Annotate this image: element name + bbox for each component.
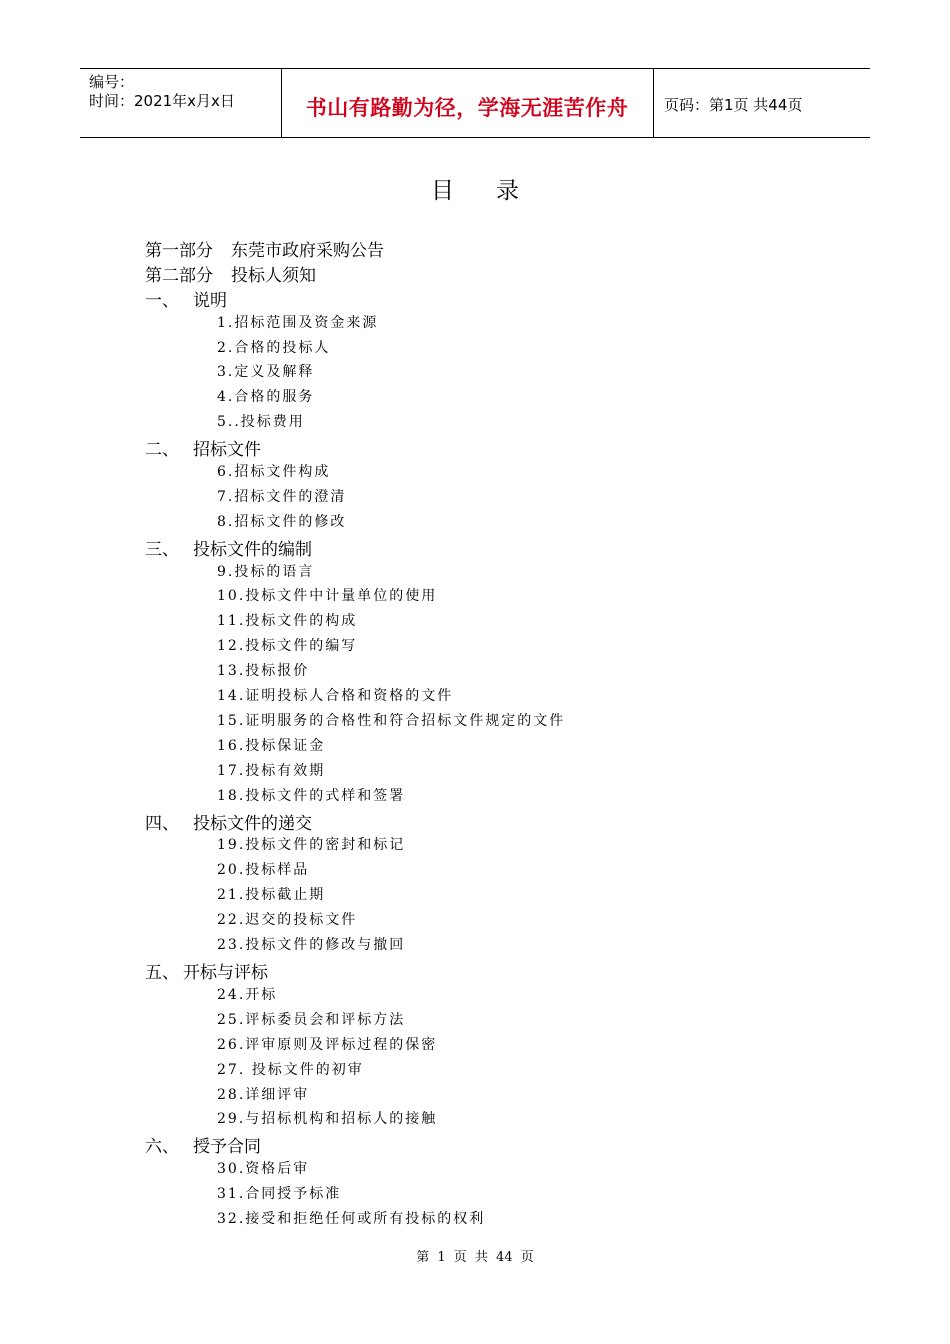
- header-motto-cell: [281, 69, 654, 137]
- toc-item-18: 18.投标文件的式样和签署: [217, 788, 406, 804]
- toc-item-19: 19.投标文件的密封和标记: [217, 837, 406, 853]
- toc-part-number: 第二部分: [145, 266, 213, 286]
- toc-item-25: 25.评标委员会和评标方法: [217, 1012, 406, 1028]
- document-time-label: 时间：2021年x月x日: [89, 92, 235, 110]
- page-footer: 第 1 页 共 44 页: [416, 1250, 534, 1265]
- toc-part-title: 投标人须知: [231, 266, 316, 286]
- motto-text: 书山有路勤为径，学海无涯苦作舟: [305, 96, 629, 120]
- toc-section-title: 招标文件: [193, 440, 261, 460]
- toc-item-20: 20.投标样品: [217, 862, 310, 878]
- toc-item-32: 32.接受和拒绝任何或所有投标的权利: [217, 1211, 486, 1227]
- toc-section-title: 投标文件的递交: [193, 814, 312, 834]
- toc-section-3: [145, 535, 312, 560]
- toc-section-title: 授予合同: [193, 1137, 261, 1157]
- toc-item-28: 28.详细评审: [217, 1087, 310, 1103]
- toc-section-4: [145, 809, 312, 834]
- toc-item-30: 30.资格后审: [217, 1161, 310, 1177]
- toc-item-11: 11.投标文件的构成: [217, 613, 358, 629]
- toc-section-1: [145, 286, 227, 311]
- toc-item-13: 13.投标报价: [217, 663, 310, 679]
- toc-item-6: 6.招标文件构成: [217, 464, 331, 480]
- toc-part-2: [145, 261, 316, 286]
- toc-item-15: 15.证明服务的合格性和符合招标文件规定的文件: [217, 713, 566, 729]
- toc-section-6: [145, 1132, 261, 1157]
- toc-item-16: 16.投标保证金: [217, 738, 326, 754]
- toc-section-5: [145, 958, 268, 983]
- toc-part-1: [145, 236, 384, 261]
- toc-section-title: 开标与评标: [183, 963, 268, 983]
- toc-section-number: 四、: [145, 814, 179, 834]
- document-number-label: 编号：: [89, 73, 135, 91]
- toc-item-14: 14.证明投标人合格和资格的文件: [217, 688, 454, 704]
- toc-item-29: 29.与招标机构和招标人的接触: [217, 1111, 438, 1127]
- toc-item-27: 27. 投标文件的初审: [217, 1062, 364, 1078]
- toc-section-2: [145, 435, 261, 460]
- toc-item-22: 22.迟交的投标文件: [217, 912, 358, 928]
- toc-item-23: 23.投标文件的修改与撤回: [217, 937, 406, 953]
- toc-item-2: 2.合格的投标人: [217, 340, 331, 356]
- toc-part-number: 第一部分: [145, 241, 213, 261]
- toc-section-number: 二、: [145, 440, 179, 460]
- toc-section-number: 一、: [145, 291, 179, 311]
- toc-item-9: 9.投标的语言: [217, 564, 315, 580]
- toc-title: 目录: [431, 178, 561, 204]
- toc-item-4: 4.合格的服务: [217, 389, 315, 405]
- document-header: [80, 68, 870, 138]
- toc-item-31: 31.合同授予标准: [217, 1186, 342, 1202]
- toc-item-5: 5..投标费用: [217, 414, 305, 430]
- header-info-cell: [80, 69, 282, 137]
- toc-section-number: 三、: [145, 540, 179, 560]
- toc-item-17: 17.投标有效期: [217, 763, 326, 779]
- header-page-cell: [654, 69, 870, 137]
- toc-section-title: 说明: [193, 291, 227, 311]
- toc-item-10: 10.投标文件中计量单位的使用: [217, 588, 438, 604]
- toc-item-7: 7.招标文件的澄清: [217, 489, 347, 505]
- toc-item-24: 24.开标: [217, 987, 278, 1003]
- toc-item-1: 1.招标范围及资金来源: [217, 315, 379, 331]
- toc-section-number: 六、: [145, 1137, 179, 1157]
- toc-item-12: 12.投标文件的编写: [217, 638, 358, 654]
- toc-part-title: 东莞市政府采购公告: [231, 241, 384, 261]
- toc-item-3: 3.定义及解释: [217, 364, 315, 380]
- toc-item-26: 26.评审原则及评标过程的保密: [217, 1037, 438, 1053]
- toc-item-21: 21.投标截止期: [217, 887, 326, 903]
- header-page-info: 页码：第1页 共44页: [664, 96, 803, 114]
- toc-section-number: 五、: [145, 963, 179, 983]
- toc-item-8: 8.招标文件的修改: [217, 514, 347, 530]
- toc-section-title: 投标文件的编制: [193, 540, 312, 560]
